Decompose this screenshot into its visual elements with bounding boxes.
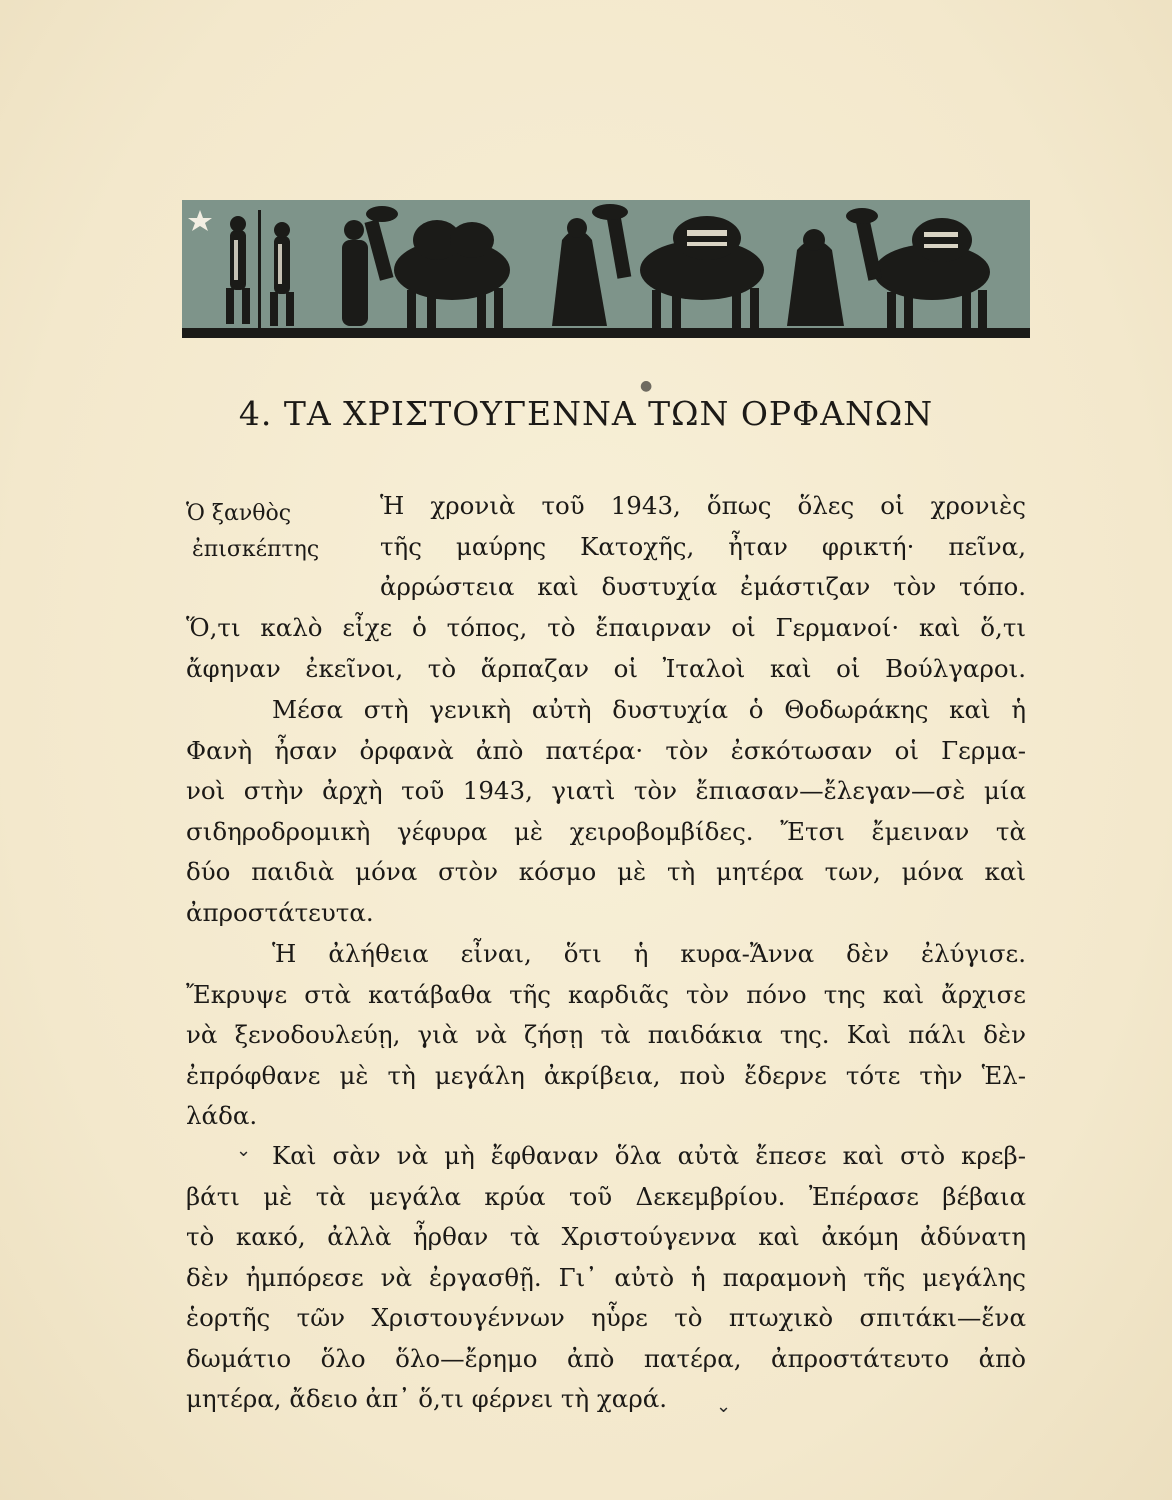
paragraph-3 bbox=[186, 934, 1026, 1137]
text-line: Μέσα στὴ γενικὴ αὐτὴ δυστυχία ὁ Θοδωράκης καὶ ἡ bbox=[272, 695, 1026, 724]
chapter-title: 4. ΤΑ ΧΡΙΣΤΟΥΓΕΝΝΑ ΤΩΝ ΟΡΦΑΝΩΝ bbox=[238, 394, 934, 433]
banner-ground-line bbox=[182, 328, 1030, 338]
text-line: λάδα. bbox=[186, 1101, 258, 1130]
text-line: Ὅ,τι καλὸ εἶχε ὁ τόπος, τὸ ἔπαιρναν οἱ Γερμανοί· καὶ ὅ,τι bbox=[186, 613, 1026, 642]
text-line: τῆς μαύρης Κατοχῆς, ἦταν φρικτή· πεῖνα, bbox=[380, 531, 1026, 561]
text-line: βάτι μὲ τὰ μεγάλα κρύα τοῦ Δεκεμβρίου. Ἐπέρασε βέβαια bbox=[186, 1181, 1026, 1211]
paragraph-2 bbox=[186, 690, 1026, 933]
text-line: μητέρα, ἄδειο ἀπ᾿ ὅ,τι φέρνει τὴ χαρά. bbox=[186, 1384, 668, 1413]
text-line: Ἡ ἀλήθεια εἶναι, ὅτι ἡ κυρα-Ἄννα δὲν ἐλύγισε. bbox=[272, 939, 1026, 968]
paragraph-1-opening bbox=[380, 486, 1026, 608]
margin-note bbox=[186, 496, 366, 568]
text-line: δωμάτιο ὅλο ὅλο—ἔρημο ἀπὸ πατέρα, ἀπροστάτευτο ἀπὸ bbox=[186, 1343, 1026, 1373]
margin-note-line: ἐπισκέπτης bbox=[192, 537, 320, 562]
camel-caravan-banner bbox=[182, 200, 1030, 340]
text-line: ἄφηναν ἐκεῖνοι, τὸ ἅρπαζαν οἱ Ἰταλοὶ καὶ οἱ Βούλγαροι. bbox=[186, 653, 1026, 683]
text-line: Ἔκρυψε στὰ κατάβαθα τῆς καρδιᾶς τὸν πόνο της καὶ ἄρχισε bbox=[186, 979, 1026, 1009]
margin-note-line: Ὁ ξανθὸς bbox=[186, 501, 292, 526]
paragraph-1-rest bbox=[186, 608, 1026, 689]
caravan-illustration bbox=[182, 200, 1030, 340]
text-line: Καὶ σὰν νὰ μὴ ἔφθαναν ὅλα αὐτὰ ἔπεσε καὶ στὸ κρεβ- bbox=[272, 1141, 1026, 1170]
text-line: ἀπροστάτευτα. bbox=[186, 897, 374, 927]
text-line: τὸ κακό, ἀλλὰ ἦρθαν τὰ Χριστούγεννα καὶ ἀκόμη ἀδύνατη bbox=[186, 1222, 1026, 1251]
text-line: νὰ ξενοδουλεύῃ, γιὰ νὰ ζήσῃ τὰ παιδάκια της. Καὶ πάλι δὲν bbox=[186, 1020, 1026, 1049]
text-line: Φανὴ ἦσαν ὀρφανὰ ἀπὸ πατέρα· τὸν ἐσκότωσαν οἱ Γερμα- bbox=[186, 735, 1026, 765]
pencil-mark: ⌄ bbox=[716, 1396, 732, 1417]
text-line: ἐπρόφθανε μὲ τὴ μεγάλη ἀκρίβεια, ποὺ ἔδερνε τότε τὴν Ἑλ- bbox=[186, 1060, 1026, 1090]
text-line: ἑορτῆς τῶν Χριστουγέννων ηὗρε τὸ πτωχικὸ σπιτάκι—ἕνα bbox=[186, 1303, 1026, 1332]
text-line: δύο παιδιὰ μόνα στὸν κόσμο μὲ τὴ μητέρα των, μόνα καὶ bbox=[186, 857, 1026, 886]
text-line: σιδηροδρομικὴ γέφυρα μὲ χειροβομβίδες. Ἔτσι ἔμειναν τὰ bbox=[186, 816, 1026, 846]
paragraph-4 bbox=[186, 1136, 1026, 1420]
pencil-mark: ⌄ bbox=[236, 1140, 252, 1161]
text-line: νοὶ στὴν ἀρχὴ τοῦ 1943, γιατὶ τὸν ἔπιασαν—ἔλεγαν—σὲ μία bbox=[186, 776, 1026, 805]
text-line: δὲν ἠμπόρεσε νὰ ἐργασθῇ. Γι᾿ αὐτὸ ἡ παραμονὴ τῆς μεγάλης bbox=[186, 1262, 1026, 1292]
text-line: Ἡ χρονιὰ τοῦ 1943, ὅπως ὅλες οἱ χρονιὲς bbox=[380, 491, 1026, 520]
ink-mark: ● bbox=[640, 378, 653, 394]
text-line: ἀρρώστεια καὶ δυστυχία ἐμάστιζαν τὸν τόπο. bbox=[380, 572, 1026, 601]
